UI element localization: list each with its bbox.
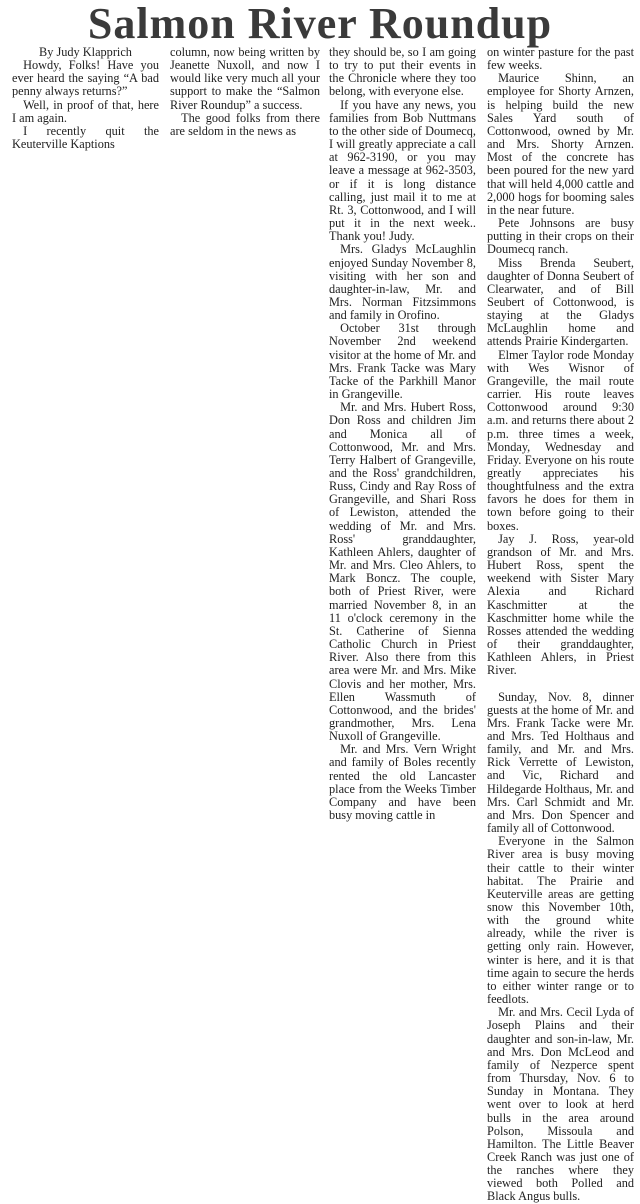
article-paragraph: Maurice Shinn, an employee for Shorty Arnzen, is helping build the new Sales Yard south of Cottonwood, owned by Mr. and Mrs. Shorty Arnzen. Most of the concrete has been poured for the new yard that will held 4,000 cattle and 2,000 hogs for booming sales in the near future. bbox=[487, 71, 634, 217]
article-paragraph: If you have any news, you families from Bob Nuttmans to the other side of Doumecq, I will greatly appreciate a call at 962-3190, or you may leave a message at 962-3503, or if it is long distance calling, just mail it to me at Rt. 3, Cottonwood, and I will put it in the next week.. Thank you! Judy. bbox=[329, 97, 476, 244]
article-paragraph: column, now being written by Jeanette Nuxoll, and now I would like very much all your support to make the “Salmon River Roundup” a success. bbox=[170, 45, 320, 112]
article-paragraph: Everyone in the Salmon River area is busy moving their cattle to their winter habitat. The Prairie and Keuterville areas are getting snow this November 10th, with the ground white already, while the river is getting only rain. However, winter is here, and it is that time again to secure the herds to either winter range or to feedlots. bbox=[487, 834, 634, 1007]
column-1 bbox=[12, 46, 159, 151]
article-paragraph: Mr. and Mrs. Vern Wright and family of Boles recently rented the old Lancaster place from the Weeks Timber Company and have been busy moving cattle in bbox=[329, 742, 476, 823]
article-paragraph: Howdy, Folks! Have you ever heard the saying “A bad penny always returns?” bbox=[12, 58, 159, 99]
headline: Salmon River Roundup bbox=[87, 0, 553, 48]
article-paragraph: Sunday, Nov. 8, dinner guests at the home of Mr. and Mrs. Frank Tacke were Mr. and Mrs. Ted Holthaus and family, and Mr. and Mrs. Rick Verrette of Lewiston, and Vic, Richard and Hildegarde Holthaus, Mr. and Mrs. Carl Schmidt and Mr. and Mrs. Don Spencer and family all of Cottonwood. bbox=[487, 689, 634, 836]
article-paragraph: Mrs. Gladys McLaughlin enjoyed Sunday November 8, visiting with her son and daughter-in-law, Mr. and Mrs. Norman Fitzsimmons and family in Orofino. bbox=[329, 242, 476, 323]
article-paragraph: Pete Johnsons are busy putting in their crops on their Doumecq ranch. bbox=[487, 216, 634, 257]
article-paragraph: on winter pasture for the past few weeks. bbox=[487, 45, 634, 73]
article-paragraph: Mr. and Mrs. Hubert Ross, Don Ross and children Jim and Monica all of Cottonwood, Mr. and Mrs. Terry Halbert of Grangeville, and the Ross' grandchildren, Russ, Cindy and Ray Ross of Grangeville, and Shari Ross of Lewiston, attended the wedding of Mr. and Mrs. Ross' granddaughter, Kathleen Ahlers, daughter of Mr. and Mrs. Cleo Ahlers, to Mark Boncz. The couple, both of Priest River, were married November 8, in an 11 o'clock ceremony in the St. Catherine of Sienna Catholic Church in Priest River. Also there from this area were Mr. and Mrs. Mike Clovis and her mother, Mrs. Ellen Wassmuth of Cottonwood, and the brides' grandmother, Mrs. Lena Nuxoll of Grangeville. bbox=[329, 400, 476, 744]
column-2 bbox=[170, 46, 320, 138]
article-paragraph: October 31st through November 2nd weekend visitor at the home of Mr. and Mrs. Frank Tacke was Mary Tacke of the Parkhill Manor in Grangeville. bbox=[329, 321, 476, 402]
article-paragraph: Mr. and Mrs. Cecil Lyda of Joseph Plains and their daughter and son-in-law, Mr. and Mrs. Don McLeod and family of Nezperce spent from Thursday, Nov. 6 to Sunday in Montana. They went over to look at herd bulls in the area around Polson, Missoula and Hamilton. The Little Beaver Creek Ranch was just one of the ranches where they viewed both Polled and Black Angus bulls. bbox=[487, 1005, 634, 1204]
article-paragraph: Elmer Taylor rode Monday with Wes Wisnor of Grangeville, the mail route carrier. His route leaves Cottonwood around 9:30 a.m. and returns there about 2 p.m. three times a week, Monday, Wednesday and Friday. Everyone on his route greatly appreciates his thoughtfulness and the extra favors he does for them in town before going to their boxes. bbox=[487, 347, 634, 533]
byline: By Judy Klapprich bbox=[39, 45, 132, 59]
column-4 bbox=[487, 46, 634, 1204]
article-paragraph: The good folks from there are seldom in the news as bbox=[170, 110, 320, 138]
article-paragraph: Jay J. Ross, year-old grandson of Mr. and Mrs. Hubert Ross, spent the weekend with Sister Mary Alexia and Richard Kaschmitter at the Kaschmitter home while the Rosses attended the wedding of their granddaughter, Kathleen Ahlers, in Priest River. bbox=[487, 531, 634, 678]
article-paragraph: Well, in proof of that, here I am again. bbox=[12, 97, 159, 125]
article-paragraph: Miss Brenda Seubert, daughter of Donna Seubert of Clearwater, and of Bill Seubert of Cottonwood, is staying at the Gladys McLaughlin home and attends Prairie Kindergarten. bbox=[487, 255, 634, 349]
article-paragraph: I recently quit the Keuterville Kaptions bbox=[12, 123, 159, 152]
column-3 bbox=[329, 46, 476, 822]
article-paragraph: they should be, so I am going to try to put their events in the Chronicle where they too belong, with everyone else. bbox=[329, 45, 476, 99]
